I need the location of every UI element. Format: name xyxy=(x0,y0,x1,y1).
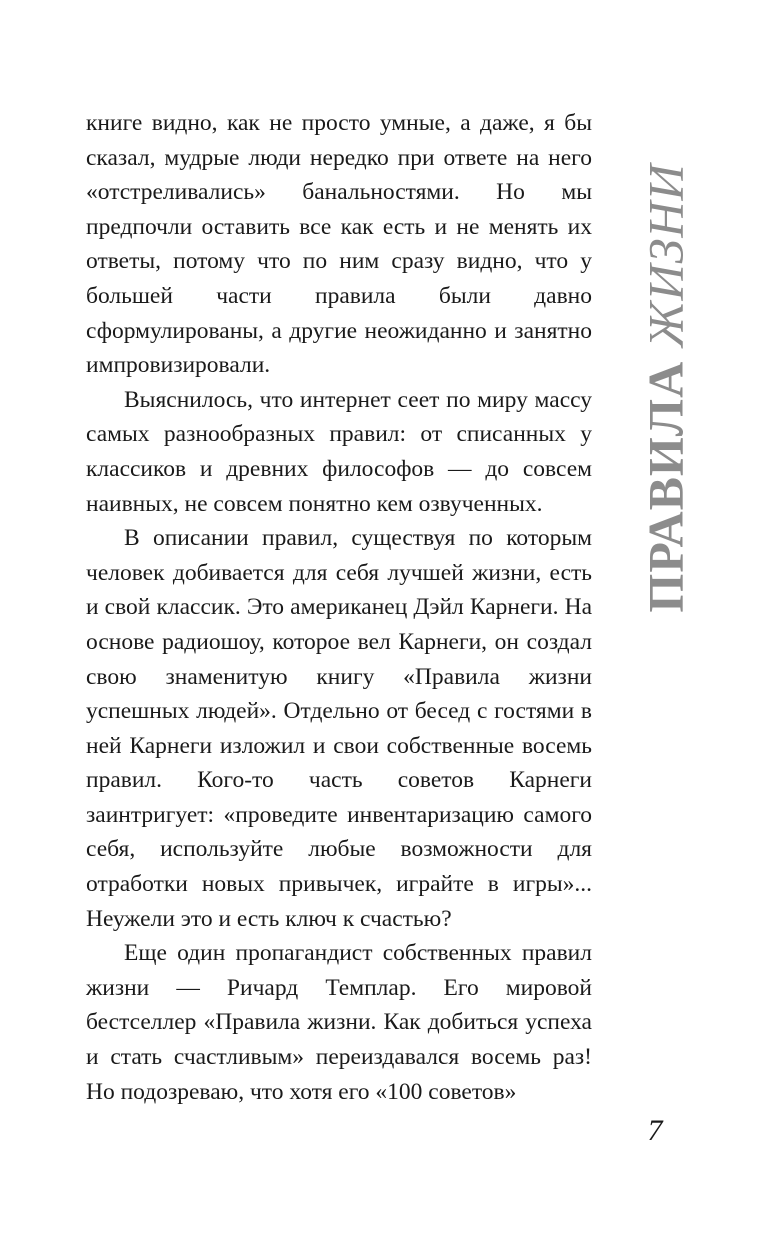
body-text xyxy=(86,106,592,1109)
page-number: 7 xyxy=(647,1114,663,1147)
running-title-part1: ПРАВИЛА xyxy=(638,360,694,613)
paragraph-carnegie: В описании правил, существуя по которым человек добивается для себя лучшей жизни, есть и свой классик. Это американец Дэйл Карнеги. На основе радиошоу, которое вел Карнеги, он создал свою знаменитую книгу «Правила жизни успешных людей». Отдельно от бесед с гостями в ней Карнеги изложил и свои собственные восемь правил. Кого-то часть советов Карнеги заинтригует: «проведите инвентаризацию самого себя, используйте любые возможности для отработки новых привычек, играйте в игры»... Неужели это и есть ключ к счастью? xyxy=(86,525,592,932)
running-title xyxy=(636,108,696,668)
running-title-text xyxy=(636,163,696,612)
paragraph-continued: книге видно, как не просто умные, а даже, я бы сказал, мудрые люди нередко при ответе на него «отстреливались» банальностями. Но мы предпочли оставить все как есть и не менять их ответы, потому что по ним сразу видно, что у большей части правила были давно сформулированы, а другие неожиданно и занятно импровизировали. xyxy=(86,110,592,379)
paragraph-templar: Еще один пропагандист собственных правил жизни — Ричард Темплар. Его мировой бестселлер «Правила жизни. Как добиться успеха и стать счастливым» переиздавался восемь раз! Но подозреваю, что хотя его «100 советов» xyxy=(86,940,592,1105)
running-title-part2: ЖИЗНИ xyxy=(638,163,694,348)
paragraph-internet-rules: Выяснилось, что интернет сеет по миру массу самых разнообразных правил: от списанных у классиков и древних философов — до совсем наивных, не совсем понятно кем озвученных. xyxy=(86,386,592,517)
